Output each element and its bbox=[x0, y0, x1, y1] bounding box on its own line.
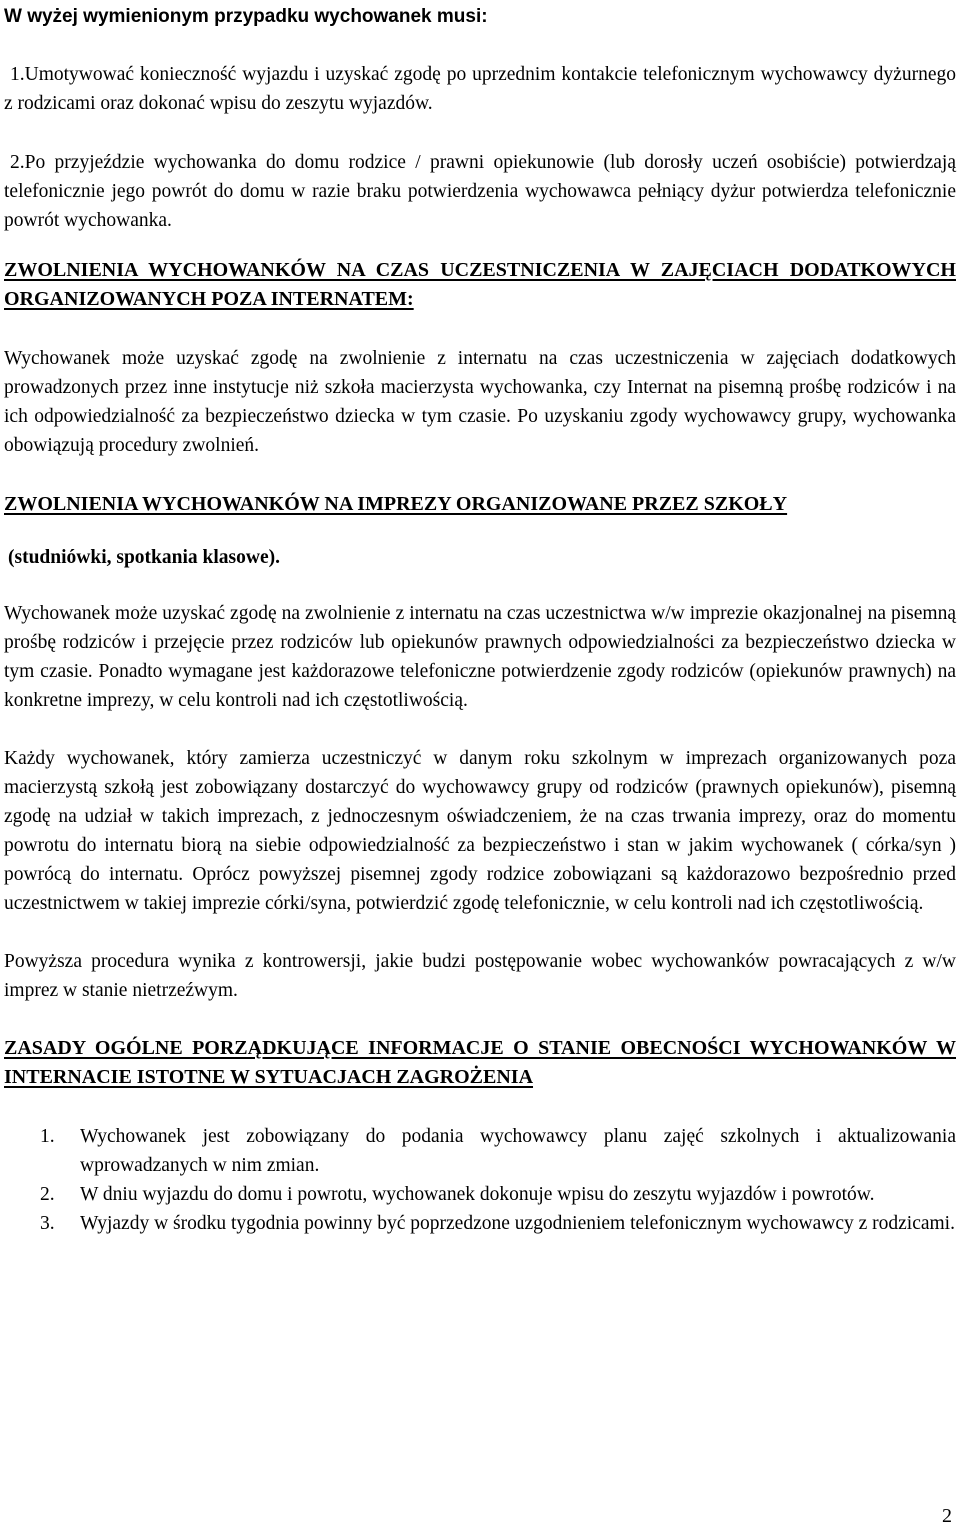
numbered-item-2: 2.Po przyjeździe wychowanka do domu rodzice / prawni opiekunowie (lub dorosły uczeń osobiście) potwierdzają telefonicznie jego powrót do domu w razie braku potwierdzenia wychowawca pełniący dyżur potwierdza telefonicznie powrót wychowanka. bbox=[4, 152, 956, 231]
list-item-text: Wyjazdy w środku tygodnia powinny być poprzedzone uzgodnieniem telefonicznym wychowawcy z rodzicami. bbox=[80, 1213, 955, 1234]
paragraph: Każdy wychowanek, który zamierza uczestniczyć w danym roku szkolnym w imprezach organizowanych poza macierzystą szkołą jest zobowiązany dostarczyć do wychowawcy grupy od rodziców (prawnych opiekunów), pisemną zgodę na udział w takich imprezach, z jednoczesnym oświadczeniem, że na czas trwania imprezy, oraz do momentu powrotu do internatu biorą na siebie odpowiedzialność za bezpieczeństwo i stan w jakim wychowanek ( córka/syn ) powrócą do internatu. Oprócz powyższej pisemnej zgody rodzice zobowiązani są każdorazowo bezpośrednio przed uczestnictwem w takiej imprezie córki/syna, potwierdzić zgodę telefonicznie, w celu kontroli nad ich częstotliwością. bbox=[4, 748, 956, 914]
section-body-extra-classes: Wychowanek może uzyskać zgodę na zwolnienie z internatu na czas uczestniczenia w zajęciach dodatkowych prowadzonych przez inne instytucje niż szkoła macierzysta wychowanka, czy Internat na pisemną prośbę rodziców i na ich odpowiedzialność za bezpieczeństwo dziecka w tym czasie. Po uzyskaniu zgody wychowawcy grupy, wychowanka obowiązują procedury zwolnień. bbox=[4, 348, 956, 456]
section-subtitle-school-events: (studniówki, spotkania klasowe). bbox=[8, 547, 280, 568]
list-item bbox=[4, 1180, 956, 1209]
paragraph: Powyższa procedura wynika z kontrowersji, jakie budzi postępowanie wobec wychowanków powracających z w/w imprez w stanie nietrzeźwym. bbox=[4, 951, 956, 1001]
list-item-number: 1. bbox=[40, 1126, 55, 1147]
rules-list bbox=[4, 1122, 956, 1238]
list-item-number: 3. bbox=[40, 1213, 55, 1234]
paragraph: Wychowanek może uzyskać zgodę na zwolnienie z internatu na czas uczestnictwa w/w imprezie okazjonalnej na pisemną prośbę rodziców i przejęcie przez rodziców lub opiekunów prawnych odpowiedzialności za bezpieczeństwo dziecka w tym czasie. Ponadto wymagane jest każdorazowe telefoniczne potwierdzenie zgody rodziców (opiekunów prawnych) na konkretne imprezy, w celu kontroli nad ich częstotliwością. bbox=[4, 603, 956, 711]
list-item bbox=[4, 1209, 956, 1238]
section-heading: W wyżej wymienionym przypadku wychowanek musi: bbox=[4, 6, 488, 27]
list-item-number: 2. bbox=[40, 1184, 55, 1205]
page-number: 2 bbox=[942, 1505, 952, 1527]
section-title-extra-classes: ZWOLNIENIA WYCHOWANKÓW NA CZAS UCZESTNICZENIA W ZAJĘCIACH DODATKOWYCH ORGANIZOWANYCH POZA INTERNATEM: bbox=[4, 259, 956, 310]
list-item bbox=[4, 1122, 956, 1180]
numbered-item-1: 1.Umotywować konieczność wyjazdu i uzyskać zgodę po uprzednim kontakcie telefonicznym wychowawcy dyżurnego z rodzicami oraz dokonać wpisu do zeszytu wyjazdów. bbox=[4, 64, 956, 114]
list-item-text: W dniu wyjazdu do domu i powrotu, wychowanek dokonuje wpisu do zeszytu wyjazdów i powrotów. bbox=[80, 1184, 875, 1205]
section-title-school-events: ZWOLNIENIA WYCHOWANKÓW NA IMPREZY ORGANIZOWANE PRZEZ SZKOŁY bbox=[4, 493, 788, 515]
section-title-attendance-rules: ZASADY OGÓLNE PORZĄDKUJĄCE INFORMACJE O STANIE OBECNOŚCI WYCHOWANKÓW W INTERNACIE ISTOTNE W SYTUACJACH ZAGROŻENIA bbox=[4, 1037, 956, 1088]
list-item-text: Wychowanek jest zobowiązany do podania wychowawcy planu zajęć szkolnych i aktualizowania wprowadzanych w nim zmian. bbox=[80, 1126, 956, 1176]
document-page bbox=[4, 0, 956, 1238]
